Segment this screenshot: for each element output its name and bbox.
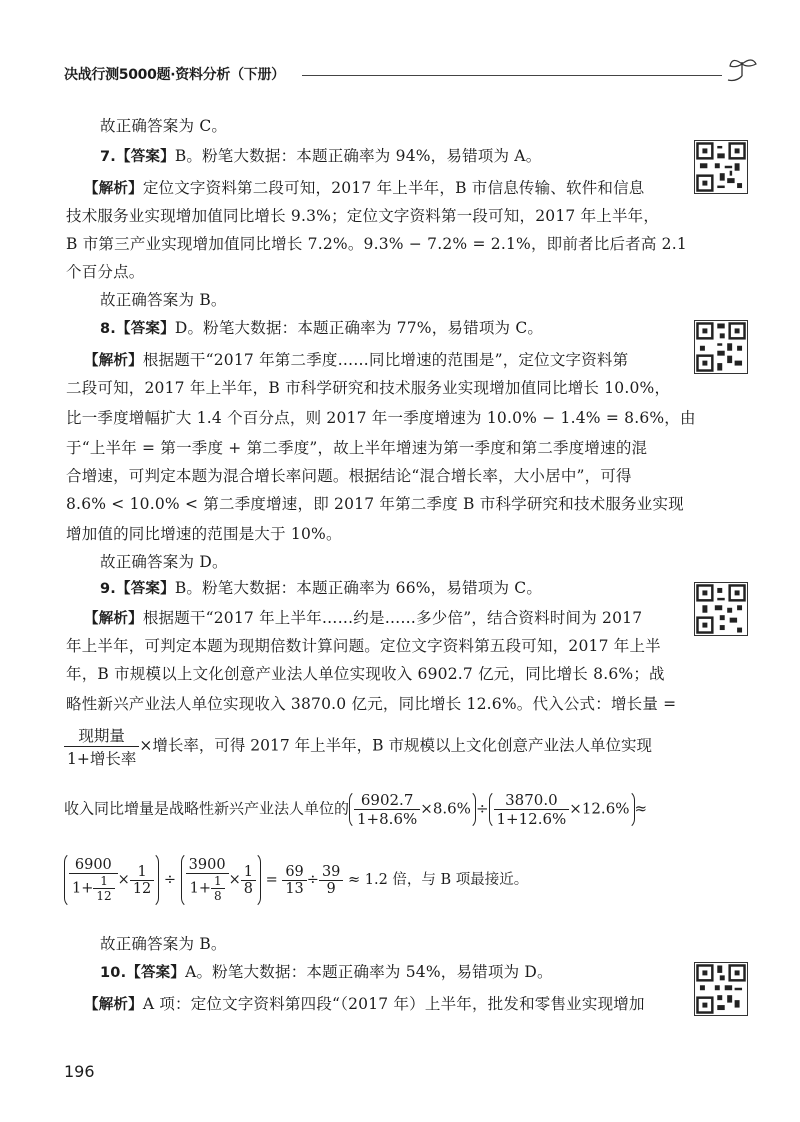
q9-analysis-line: 年，B 市规模以上文化创意产业法人单位实现收入 6902.7 亿元，同比增长 8.6%；战 bbox=[66, 665, 665, 683]
page-number: 196 bbox=[64, 1062, 95, 1081]
qr-code-icon[interactable] bbox=[694, 962, 748, 1016]
sprout-icon bbox=[724, 54, 760, 84]
answer-conclusion: 故正确答案为 D。 bbox=[100, 553, 228, 571]
q8-analysis-line: 增加值的同比增速的范围是大于 10%。 bbox=[66, 525, 342, 543]
qr-code-icon[interactable] bbox=[694, 320, 748, 374]
header-rule bbox=[302, 75, 722, 76]
q8-analysis-line: 【解析】根据题干“2017 年第二季度……同比增速的范围是”，定位文字资料第 bbox=[84, 351, 629, 369]
answer-conclusion: 故正确答案为 C。 bbox=[100, 117, 228, 135]
q8-analysis-line: 比一季度增幅扩大 1.4 个百分点，则 2017 年一季度增速为 10.0% − 1.4% = 8.6%，由 bbox=[66, 409, 696, 427]
growth-formula: $\frac{\text{现期量}}{\text{1+增长率}}$ ×增长率，可得 2017 年上半年，B 市规模以上文化创意产业法人单位实现 bbox=[64, 724, 652, 769]
formula-fraction: $\frac{\text{现期量}}{\text{1+增长率}}$ bbox=[64, 724, 139, 769]
q10-answer: 10.【答案】A。粉笔大数据：本题正确率为 54%，易错项为 D。 bbox=[100, 963, 553, 981]
q9-analysis-line: 略性新兴产业法人单位实现收入 3870.0 亿元，同比增长 12.6%。代入公式：增长量 = bbox=[66, 695, 677, 713]
qr-code-icon[interactable] bbox=[694, 140, 748, 194]
q8-analysis-line: 于“上半年 = 第一季度 + 第二季度”，故上半年增速为第一季度和第二季度增速的混 bbox=[66, 439, 648, 457]
q8-analysis-line: 8.6% < 10.0% < 第二季度增速，即 2017 年第二季度 B 市科学研究和技术服务业实现 bbox=[66, 495, 684, 513]
q8-analysis-line: 二段可知，2017 年上半年，B 市科学研究和技术服务业实现增加值同比增长 10.0%， bbox=[66, 379, 671, 397]
q8-answer: 8.【答案】D。粉笔大数据：本题正确率为 77%，易错项为 C。 bbox=[100, 319, 544, 337]
q10-analysis-line: 【解析】A 项：定位文字资料第四段“（2017 年）上半年，批发和零售业实现增加 bbox=[84, 995, 645, 1013]
answer-conclusion: 故正确答案为 B。 bbox=[100, 291, 227, 309]
q9-analysis-line: 【解析】根据题干“2017 年上半年……约是……多少倍”，结合资料时间为 2017 bbox=[84, 609, 643, 627]
q7-analysis-line: 技术服务业实现增加值同比增长 9.3%；定位文字资料第一段可知，2017 年上半年， bbox=[66, 207, 660, 225]
qr-code-icon[interactable] bbox=[694, 582, 748, 636]
q8-analysis-line: 合增速，可判定本题为混合增长率问题。根据结论“混合增长率，大小居中”，可得 bbox=[66, 467, 632, 485]
q7-analysis-line: 【解析】定位文字资料第二段可知，2017 年上半年，B 市信息传输、软件和信息 bbox=[84, 179, 645, 197]
q7-analysis-line: 个百分点。 bbox=[66, 263, 145, 281]
book-title: 决战行测5000题·资料分析（下册） bbox=[64, 67, 285, 83]
answer-conclusion: 故正确答案为 B。 bbox=[100, 935, 227, 953]
approximation-formula: 6900 1+ $\frac{1}{12}$ × $\frac{1}{12}$ ÷ 3900 1+ $\frac{1}{8}$ × $\frac{1}{8}$ = $\frac{69}{13}$ ÷ $\frac{39}{9}$ ≈ 1.2 倍，与 B 项最接近。 bbox=[64, 852, 528, 908]
running-header bbox=[64, 60, 754, 90]
q7-analysis-line: B 市第三产业实现增加值同比增长 7.2%。9.3% − 7.2% = 2.1%，即前者比后者高 2.1 bbox=[66, 235, 687, 253]
q9-answer: 9.【答案】B。粉笔大数据：本题正确率为 66%，易错项为 C。 bbox=[100, 579, 543, 597]
q7-answer: 7.【答案】B。粉笔大数据：本题正确率为 94%，易错项为 A。 bbox=[100, 147, 542, 165]
q9-analysis-line: 年上半年，可判定本题为现期倍数计算问题。定位文字资料第五段可知，2017 年上半 bbox=[66, 637, 661, 655]
formula-group: 6900 1+ $\frac{1}{12}$ × $\frac{1}{12}$ bbox=[64, 852, 159, 908]
ratio-formula: 收入同比增量是战略性新兴产业法人单位的 $\frac{6902.7}{1+8.6\%}$ ×8.6% ÷ $\frac{3870.0}{1+12.6\%}$ ×12.6% ≈ bbox=[64, 791, 648, 828]
formula-group: $\frac{6902.7}{1+8.6\%}$ ×8.6% bbox=[349, 790, 476, 829]
formula-group: $\frac{3870.0}{1+12.6\%}$ ×12.6% bbox=[489, 790, 635, 829]
formula-group: 3900 1+ $\frac{1}{8}$ × $\frac{1}{8}$ bbox=[181, 852, 261, 908]
